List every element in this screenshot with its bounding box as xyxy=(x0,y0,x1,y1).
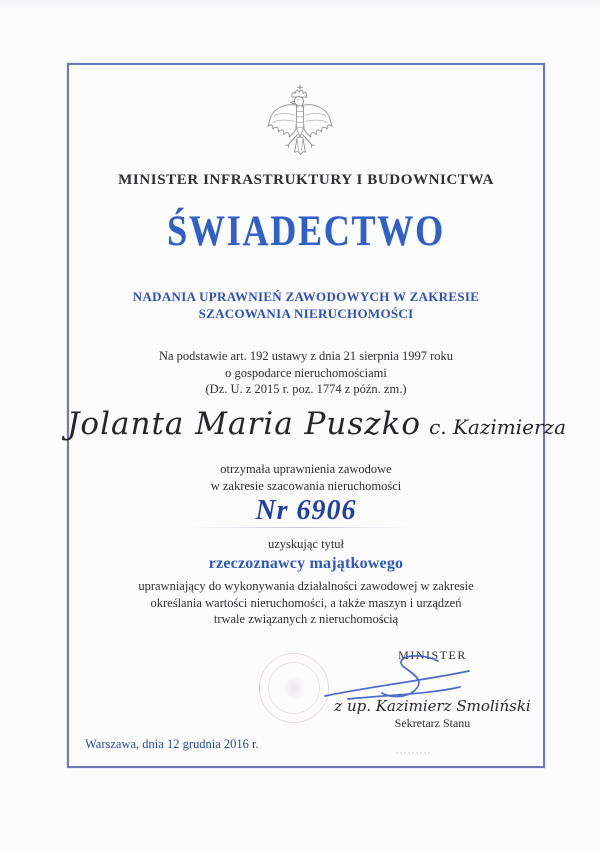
professional-title: rzeczoznawcy majątkowego xyxy=(208,555,404,572)
scope-line: uprawniający do wykonywania działalności zawodowej w zakresie xyxy=(138,579,474,593)
title-intro: uzyskując tytuł xyxy=(267,537,345,551)
legal-basis-line: (Dz. U. z 2015 r. poz. 1774 z późn. zm.) xyxy=(205,382,407,396)
grant-line: otrzymała uprawnienia zawodowe xyxy=(220,462,392,476)
grant-statement xyxy=(67,461,545,494)
license-number: Nr 6906 xyxy=(255,495,357,526)
certificate-subtitle xyxy=(67,288,545,322)
signer-title: Sekretarz Stanu xyxy=(394,716,471,730)
scope-statement xyxy=(67,578,545,628)
subtitle-line: NADANIA UPRAWNIEŃ ZAWODOWYCH W ZAKRESIE xyxy=(132,289,480,304)
legal-basis-line: o gospodarce nieruchomościami xyxy=(225,365,387,380)
signer-name: z up. Kazimierz Smoliński xyxy=(334,697,531,715)
polish-eagle-emblem xyxy=(266,84,334,166)
issuer-title: MINISTER INFRASTRUKTURY I BUDOWNICTWA xyxy=(118,172,494,188)
signature-block xyxy=(330,648,535,730)
recipient-patronymic: c. Kazimierza xyxy=(429,415,566,439)
legal-basis-line: Na podstawie art. 192 ustawy z dnia 21 sierpnia 1997 roku xyxy=(158,349,454,363)
scope-line: określania wartości nieruchomości, a także maszyn i urządzeń xyxy=(150,595,462,610)
subtitle-line: SZACOWANIA NIERUCHOMOŚCI xyxy=(198,306,414,321)
scan-artifact xyxy=(396,752,430,757)
license-number-underline xyxy=(190,527,410,528)
scope-line: trwale związanych z nieruchomością xyxy=(213,612,399,626)
recipient-full-name: Jolanta Maria Puszko xyxy=(67,406,422,442)
certificate-title: ŚWIADECTWO xyxy=(167,208,445,255)
grant-line: w zakresie szacowania nieruchomości xyxy=(210,478,402,493)
signer-role: MINISTER xyxy=(398,648,467,662)
official-round-seal xyxy=(259,653,329,723)
place-and-date: Warszawa, dnia 12 grudnia 2016 r. xyxy=(85,737,259,751)
legal-basis xyxy=(67,348,545,398)
scan-edge-shade xyxy=(0,0,600,10)
recipient-name xyxy=(67,406,566,442)
